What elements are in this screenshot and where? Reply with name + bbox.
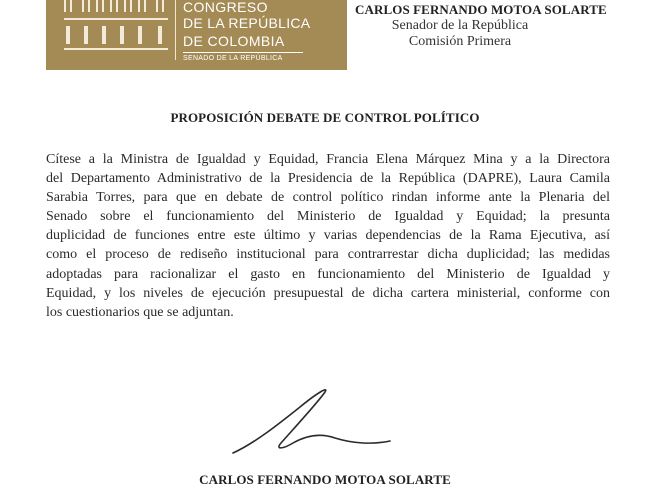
document-title: PROPOSICIÓN DEBATE DE CONTROL POLÍTICO xyxy=(170,110,480,125)
senator-commission: Comisión Primera xyxy=(408,34,512,49)
logo-rule xyxy=(183,52,303,53)
body-line: los cuestionarios que se adjuntan. xyxy=(46,304,234,320)
body-line: del Departamento Administrativo de la Presidencia de la República (DAPRE), Laura Camila xyxy=(46,171,610,187)
logo-text-line1: CONGRESO xyxy=(183,0,268,15)
body-line: Senado sobre el funcionamiento del Ministerio de Igualdad y Equidad; la presunta xyxy=(46,209,610,225)
logo-text-line3: DE COLOMBIA xyxy=(183,33,285,49)
congress-logo xyxy=(46,0,347,70)
body-line: Sarabia Torres, para que en debate de control político rindan informe ante la Plenaria del xyxy=(46,190,610,206)
body-line: adoptadas para racionalizar el gasto en funcionamiento del Ministerio de Igualdad y xyxy=(46,266,610,282)
senator-name: CARLOS FERNANDO MOTOA SOLARTE xyxy=(355,2,607,17)
handwritten-signature xyxy=(225,383,395,461)
logo-text-line4: SENADO DE LA REPÚBLICA xyxy=(183,55,283,62)
senator-header xyxy=(355,2,607,50)
body-line: Cítese a la Ministra de Igualdad y Equidad, Francia Elena Márquez Mina y a la Directora xyxy=(46,152,610,167)
body-line: como el proceso de rediseño institucional para contrarrestar dicha duplicidad; las medidas xyxy=(46,247,610,263)
body-line: Equidad, y los niveles de ejecución presupuestal de dicha cartera ministerial, conforme con xyxy=(46,285,610,301)
body-line: duplicidad de funciones entre este último y varias dependencias de la Rama Ejecutiva, así xyxy=(46,228,610,244)
signer-name: CARLOS FERNANDO MOTOA SOLARTE xyxy=(199,472,451,487)
logo-text-line2: DE LA REPÚBLICA xyxy=(183,15,311,31)
logo-divider xyxy=(175,0,176,60)
senator-role: Senador de la República xyxy=(391,18,529,33)
document-body xyxy=(46,150,610,322)
